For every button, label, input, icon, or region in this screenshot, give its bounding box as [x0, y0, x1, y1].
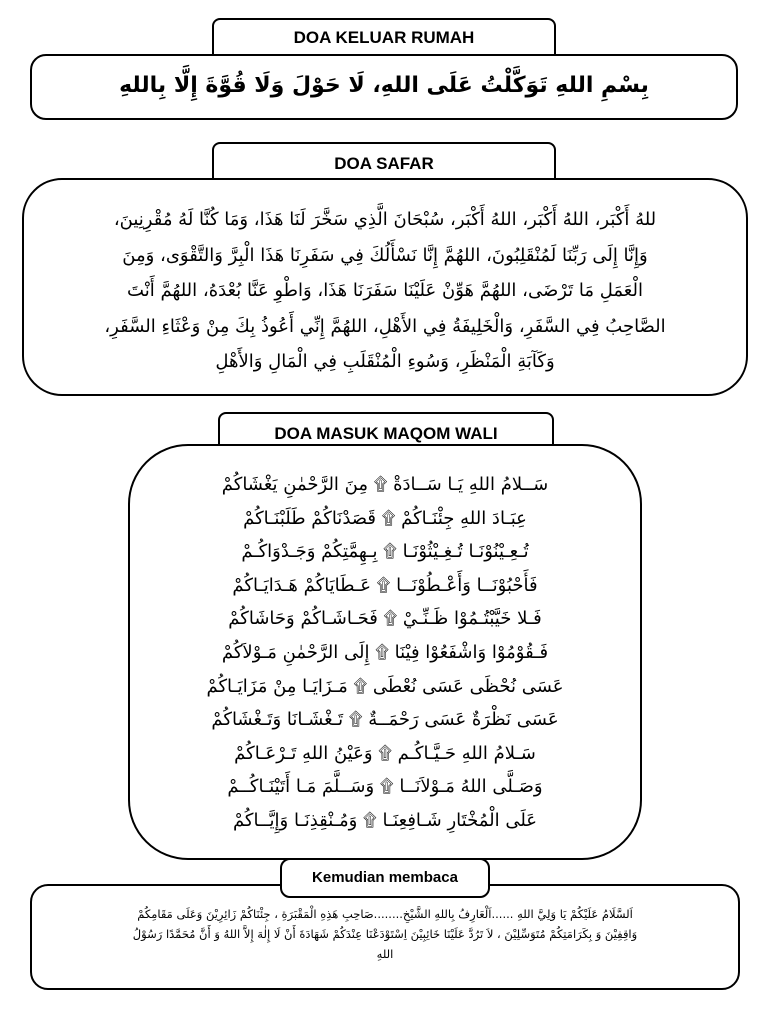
maqom-line: تُـعِـيْنُوْنَـا تُـغِـيْثُوْنَـا ۩ بِـهِمَّتِكُمْ وَجَـدْوَاكُـمْ: [241, 541, 529, 563]
maqom-line: فَـلا خَيَّبْتُـمُوْا ظَـنِّـيْ ۩ فَحَـاشَـاكُمْ وَحَاشَاكُمْ: [228, 608, 542, 630]
maqom-line: سَــلامُ اللهِ يَـا سَــادَةْ ۩ مِنَ الرَّحْمٰنِ يَغْشَاكُمْ: [221, 474, 549, 495]
maqom-line: عَلَى الْمُخْتَارِ شَـافِعِنَـا ۩ وَمُـنْقِذِنَـا وَإِيَّــاكُمْ: [232, 809, 538, 831]
maqom-text: [130, 468, 640, 838]
safar-line: الصَّاحِبُ فِي السَّفَرِ، وَالْخَلِيفَةُ فِي الأَهْلِ، اللهُمَّ إِنِّي أَعُوذُ بِكَ مِنْ وَعْثَاءِ السَّفَرِ،: [104, 315, 666, 337]
keluar-rumah-text: بِسْمِ اللهِ تَوَكَّلْتُ عَلَى اللهِ، لَا حَوْلَ وَلَا قُوَّةَ إِلَّا بِاللهِ: [119, 73, 649, 98]
section-title-kemudian: Kemudian membaca: [280, 858, 490, 898]
maqom-line: عَسَى نُحْظَى عَسَى نُعْطَى ۩ مَـزَايَـا مِنْ مَزَايَـاكُمْ: [206, 675, 564, 697]
safar-line: وَإِنَّا إِلَى رَبِّنَا لَمُنْقَلِبُونَ، اللهُمَّ إِنَّا نَسْأَلُكَ فِي سَفَرِنَا هَذَا الْبِرَّ وَالتَّقْوَى، وَمِنَ: [122, 244, 648, 266]
maqom-line: فَأَحْبُوْنَــا وَأَعْـطُوْنَــا ۩ عَـطَايَاكُمْ هَـدَايَـاكُمْ: [232, 574, 538, 596]
maqom-line: سَـلامُ اللهِ حَـيَّـاكُـم ۩ وَعَيْنُ اللهِ تَـرْعَـاكُمْ: [234, 742, 536, 764]
section-title-safar: DOA SAFAR: [212, 142, 556, 182]
section-title-keluar-rumah: DOA KELUAR RUMAH: [212, 18, 556, 56]
kemudian-line: اللهِ: [376, 947, 394, 961]
safar-line: وَكَآبَةِ الْمَنْظَرِ، وَسُوءِ الْمُنْقَلَبِ فِي الْمَالِ وَالأَهْلِ: [215, 351, 555, 372]
safar-line: للهُ أَكْبَر، اللهُ أَكْبَر، اللهُ أَكْبَر، سُبْحَانَ الَّذِي سَخَّرَ لَنَا هَذَا، وَمَا كُنَّا لَهُ مُقْرِنِينَ،: [113, 209, 657, 230]
kemudian-text: [44, 904, 726, 964]
safar-text: [46, 202, 724, 380]
maqom-box: [128, 444, 642, 860]
kemudian-line: اَلسَّلَامُ عَلَيْكُمْ يَا وَلِيَّ اللهِ ......اَلْعَارِفُ بِاللهِ الشَّيْخِ........صَاحِبِ هَذِهِ الْمَقْبَرَةِ ، جِئْنَاكُمْ زَائِرِيْنَ وَعَلَى مَقَامِكُمْ: [137, 907, 633, 921]
maqom-line: وَصَـلَّى اللهُ مَـوْلاَنَــا ۩ وَسَــلَّمَ مَـا أَتَيْنَـاكُــمْ: [227, 776, 543, 798]
maqom-line: عَسَى نَظْرَةٌ عَسَى رَحْمَــةٌ ۩ تَـغْشَـانَا وَتَـغْشَاكُمْ: [211, 709, 559, 731]
section-title-masuk-maqom: DOA MASUK MAQOM WALI: [218, 412, 554, 452]
kemudian-line: وَاقِفِيْنَ وَ بِكَرَامَتِكُمْ مُتَوَسِّلِيْنَ ، لاَ تَرُدَّ عَلَيْنَا خَائِبِيْنَ اِسْتَوْدَعْنَا عِنْدَكُمْ شَهَادَةَ أَنْ لَا إِلٰهَ إِلاَّ اللهُ وَ أَنَّ مُحَمَّدًا رَسُوْلُ: [132, 927, 638, 941]
maqom-line: عِبَـادَ اللهِ جِئْنَـاكُمْ ۩ قَصَدْنَاكُمْ طَلَبْنَـاكُمْ: [243, 507, 527, 529]
safar-line: الْعَمَلِ مَا تَرْضَى، اللهُمَّ هَوِّنْ عَلَيْنَا سَفَرَنَا هَذَا، وَاطْوِ عَنَّا بُعْدَهُ، اللهُمَّ أَنْتَ: [127, 280, 643, 301]
maqom-line: فَـقُوْمُوْا وَاشْفَعُوْا فِيْنَا ۩ إِلَى الرَّحْمٰنِ مَـوْلاَكُمْ: [221, 641, 549, 663]
kemudian-box: [30, 884, 740, 990]
safar-box: [22, 178, 748, 396]
keluar-rumah-box: [30, 54, 738, 120]
